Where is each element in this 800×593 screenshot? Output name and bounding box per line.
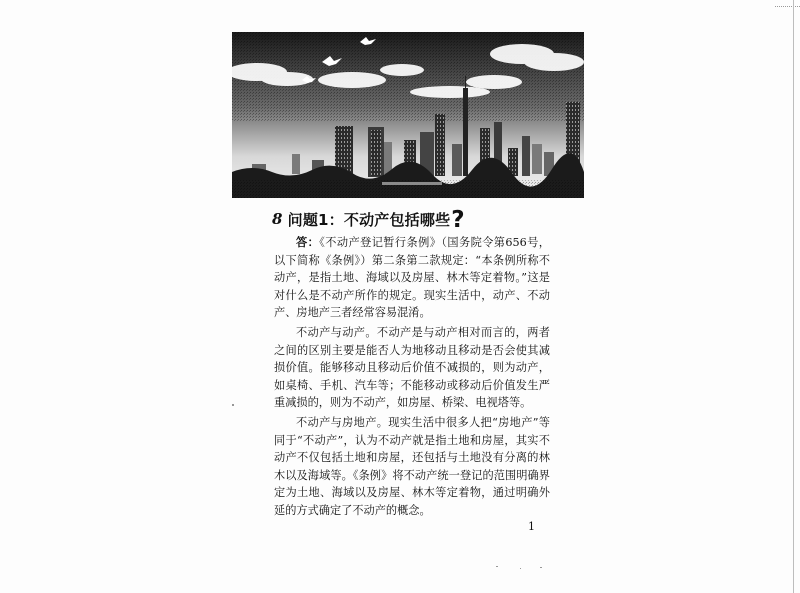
scan-edge-mark — [775, 0, 800, 7]
answer-paragraph — [274, 234, 550, 322]
scan-speck — [520, 568, 521, 569]
scan-edge-line — [793, 0, 794, 593]
scan-speck — [540, 567, 542, 568]
answer-paragraph: 不动产与房地产。现实生活中很多人把“房地产”等同于“不动产”，认为不动产就是指土地和房屋，其实不动产不仅包括土地和房屋，还包括与土地没有分离的林木以及海域等。《条例》将不动产统一登记的范围明确界定为土地、海域以及房屋、林木等定着物，通过明确外延的方式确定了不动产的概念。 — [274, 415, 550, 517]
question-mark-glyph: ? — [451, 207, 465, 233]
skyline-banner-image — [232, 32, 584, 198]
question-heading — [272, 206, 465, 232]
scan-speck — [232, 404, 234, 406]
answer-body — [274, 234, 550, 522]
scan-speck — [496, 566, 498, 567]
question-marker: 8 — [272, 210, 283, 228]
answer-paragraph: 不动产与动产。不动产是与动产相对而言的，两者之间的区别主要是能否人为地移动且移动是否会使其减损价值。能够移动且移动后价值不减损的，则为动产，如桌椅、手机、汽车等；不能移动或移动后价值发生严重减损的，则为不动产，如房屋、桥梁、电视塔等。 — [274, 325, 550, 410]
answer-paragraph-1-text: 《不动产登记暂行条例》（国务院令第656号，以下简称《条例》）第二条第二款规定：“本条例所称不动产，是指土地、海域以及房屋、林木等定着物。”这是对什么是不动产所作的规定。现实生活中，动产、不动产、房地产三者经常容易混淆。 — [274, 236, 550, 320]
page-number: 1 — [528, 520, 535, 533]
question-title: 问题1：不动产包括哪些 — [287, 210, 451, 229]
answer-lead: 答： — [296, 235, 320, 249]
